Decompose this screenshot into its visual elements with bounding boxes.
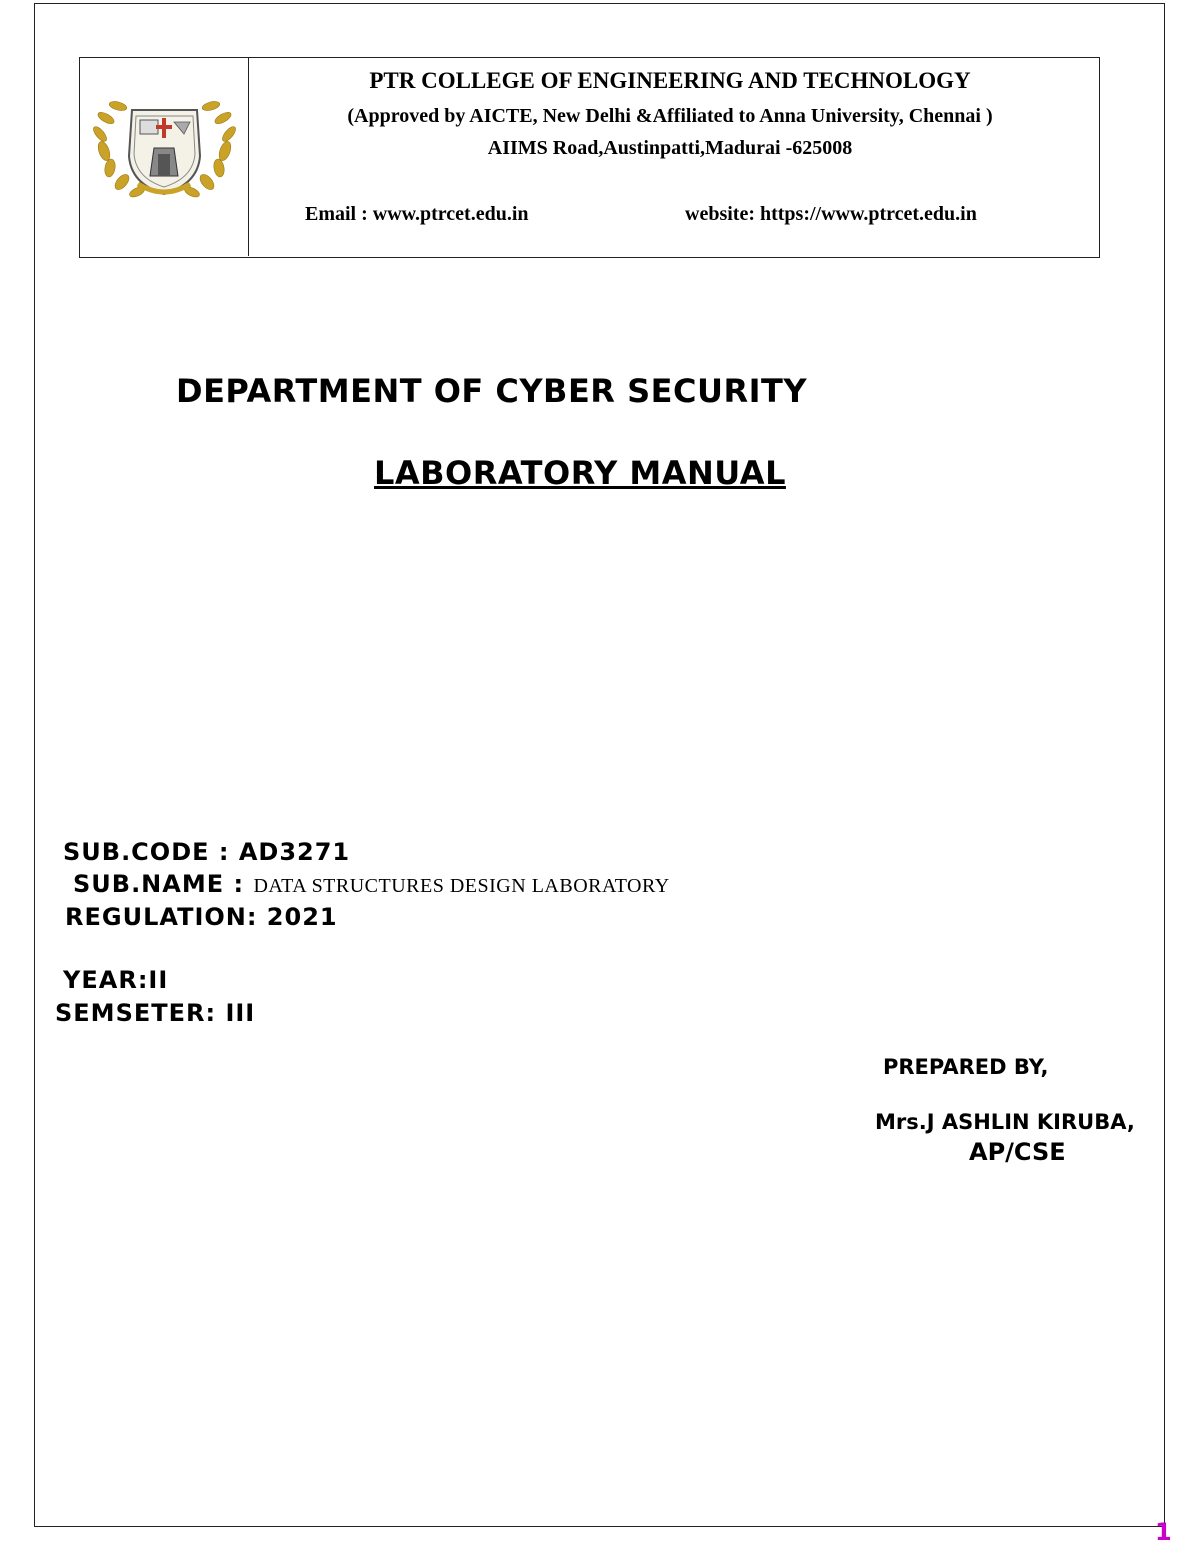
website-line: website: https://www.ptrcet.edu.in [685, 203, 977, 225]
manual-title: LABORATORY MANUAL [374, 454, 786, 492]
page-number: 1 [1155, 1518, 1172, 1546]
regulation: REGULATION: 2021 [65, 903, 338, 931]
logo-cell [80, 58, 249, 256]
approval-line: (Approved by AICTE, New Delhi &Affiliated to Anna University, Chennai ) [347, 105, 993, 127]
subject-name-row [73, 870, 670, 898]
subject-code: SUB.CODE : AD3271 [63, 838, 351, 866]
address-line: AIIMS Road,Austinpatti,Madurai -625008 [487, 137, 853, 159]
prepared-by-label: PREPARED BY, [883, 1055, 1049, 1079]
year: YEAR:II [63, 966, 169, 994]
subject-name-label: SUB.NAME : [73, 870, 254, 898]
department-title: DEPARTMENT OF CYBER SECURITY [176, 372, 807, 410]
semester: SEMSETER: III [55, 999, 256, 1027]
preparer-designation: AP/CSE [969, 1138, 1066, 1166]
college-header [79, 57, 1100, 258]
email-line: Email : www.ptrcet.edu.in [305, 203, 529, 225]
college-name: PTR COLLEGE OF ENGINEERING AND TECHNOLOGY [369, 68, 971, 93]
subject-name-value: DATA STRUCTURES DESIGN LABORATORY [253, 875, 670, 897]
preparer-name: Mrs.J ASHLIN KIRUBA, [875, 1110, 1135, 1134]
college-logo [92, 96, 237, 206]
